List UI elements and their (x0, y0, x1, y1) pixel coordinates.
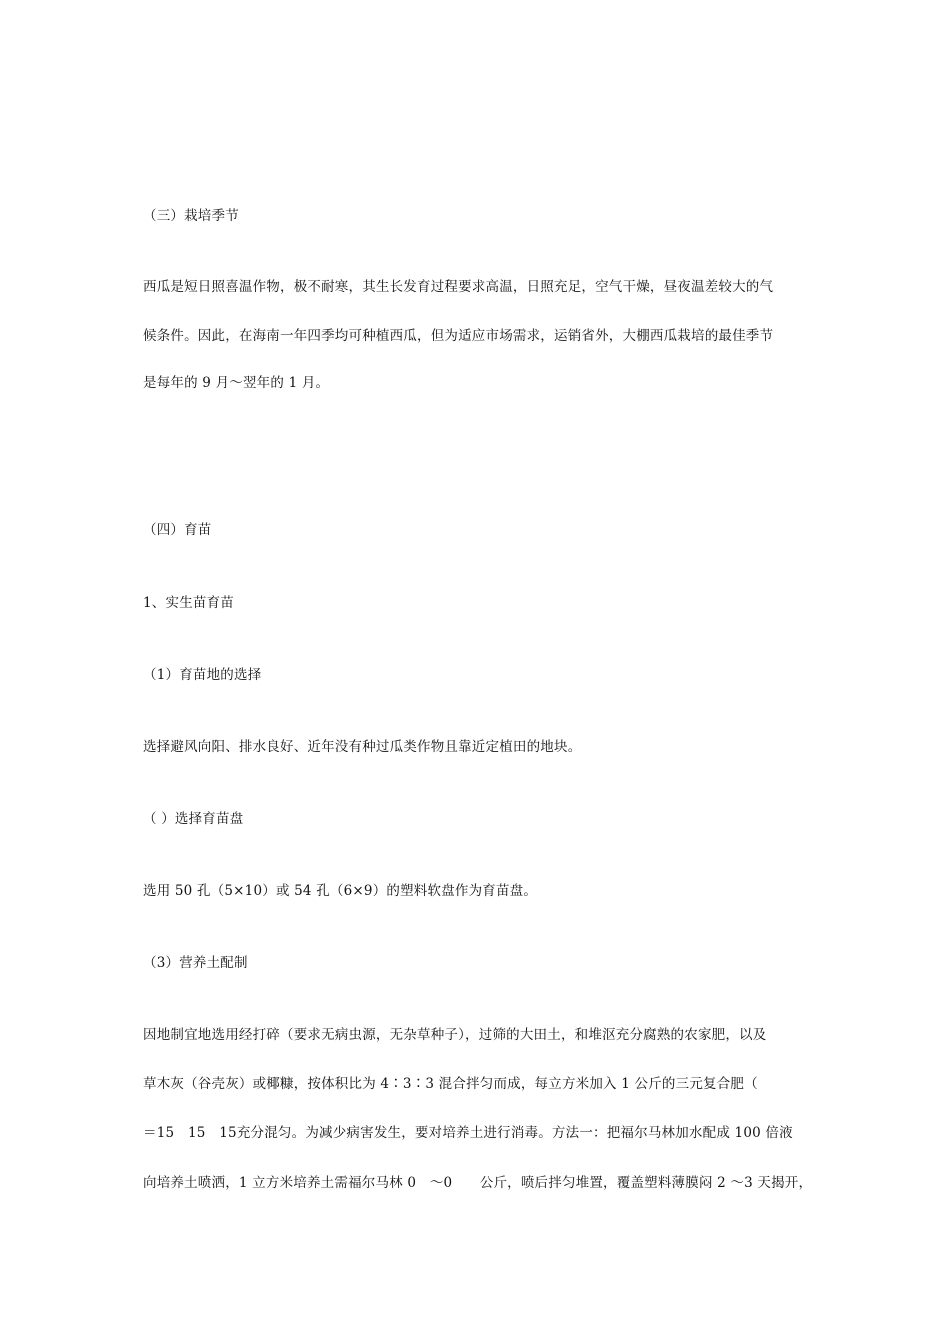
item3-heading: （3）营养土配制 (143, 955, 248, 971)
section4-subheading: 1、实生苗育苗 (143, 595, 234, 611)
section4-heading: （四）育苗 (143, 522, 212, 538)
item3-paragraph-line-4: 向培养土喷洒，1 立方米培养土需福尔马林 0 ～0 公斤，喷后拌匀堆置，覆盖塑料薄膜闷 2 ～3 天揭开， (143, 1175, 813, 1191)
section3-paragraph-line-3: 是每年的 9 月～翌年的 1 月。 (143, 375, 330, 391)
item2-heading: （ ）选择育苗盘 (143, 811, 244, 827)
item3-paragraph-line-1: 因地制宜地选用经打碎（要求无病虫源，无杂草种子），过筛的大田土，和堆沤充分腐熟的农家肥，以及 (143, 1027, 767, 1043)
section3-heading: （三）栽培季节 (143, 208, 239, 224)
item3-paragraph-line-3: ＝15 15 15充分混匀。为减少病害发生，要对培养土进行消毒。方法一：把福尔马林加水配成 100 倍液 (143, 1125, 793, 1141)
item1-heading: （1）育苗地的选择 (143, 667, 262, 683)
item3-paragraph-line-2: 草木灰（谷壳灰）或椰糠，按体积比为 4∶3∶3 混合拌匀而成，每立方米加入 1 公斤的三元复合肥（ (143, 1076, 758, 1092)
item1-text: 选择避风向阳、排水良好、近年没有种过瓜类作物且靠近定植田的地块。 (143, 739, 582, 755)
item2-text: 选用 50 孔（5×10）或 54 孔（6×9）的塑料软盘作为育苗盘。 (143, 883, 538, 899)
section3-paragraph-line-1: 西瓜是短日照喜温作物，极不耐寒，其生长发育过程要求高温，日照充足，空气干燥，昼夜温差较大的气 (143, 279, 774, 295)
section3-paragraph-line-2: 候条件。因此，在海南一年四季均可种植西瓜，但为适应市场需求，运销省外，大棚西瓜栽培的最佳季节 (143, 328, 774, 344)
